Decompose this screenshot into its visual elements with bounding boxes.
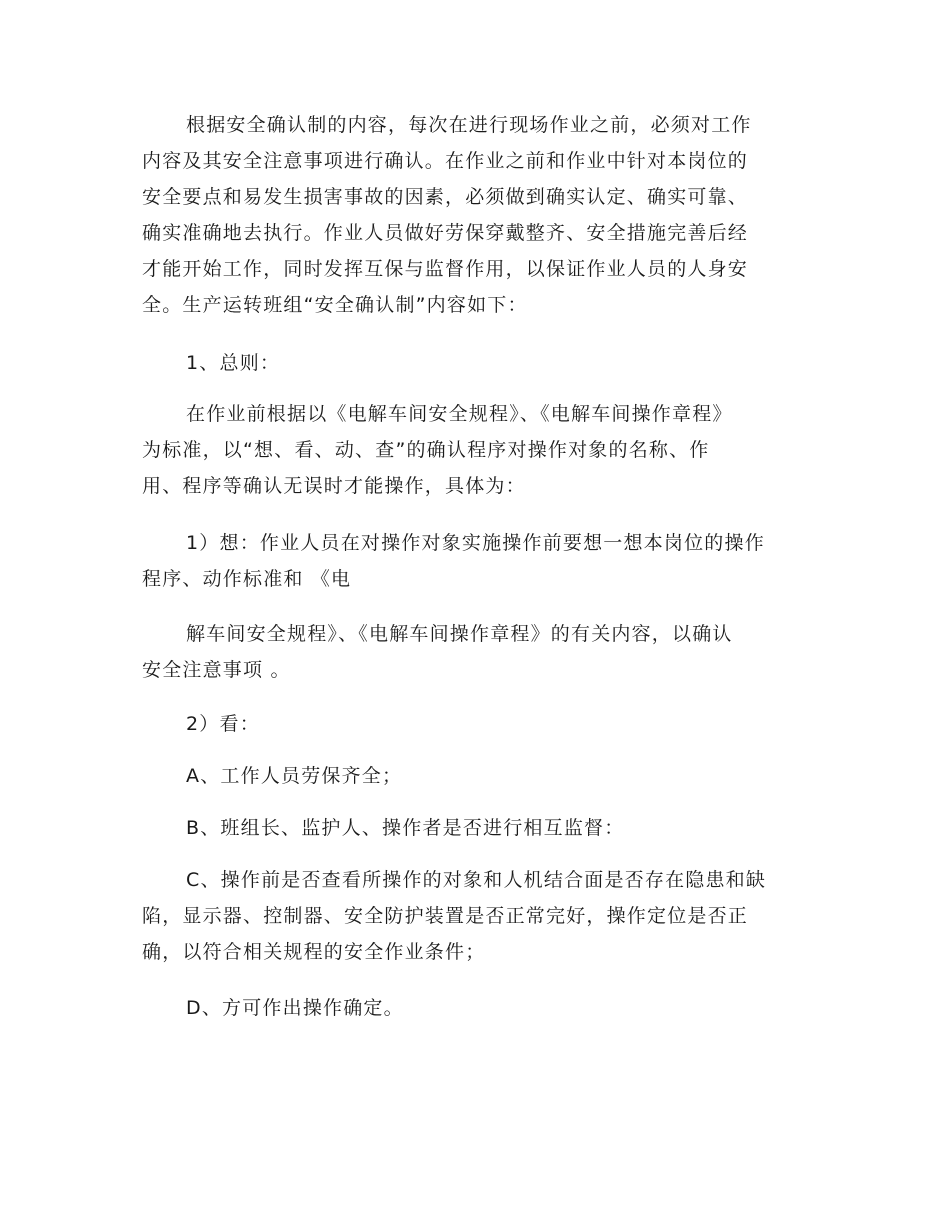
paragraph-line: 用、程序等确认无误时才能操作，具体为： [142,475,526,497]
list-item: D、方可作出操作确定。 [186,997,404,1019]
paragraph-line: 全。生产运转班组“安全确认制”内容如下： [142,294,528,316]
list-item-a [142,758,807,794]
paragraph-line: 在作业前根据以《电解车间安全规程》、《电解车间操作章程》 [186,403,733,425]
paragraph-line: 程序、动作标准和 《电 [142,568,352,590]
list-item: C、操作前是否查看所操作的对象和人机结合面是否存在隐患和缺 [186,869,767,891]
list-item-d [142,990,807,1026]
section-heading: 2）看： [186,713,260,735]
paragraph-line: 陷，显示器、控制器、安全防护装置是否正常完好，操作定位是否正 [142,905,749,927]
paragraph-line: 1）想：作业人员在对操作对象实施操作前要想一想本岗位的操作 [186,532,765,554]
section-heading: 1、总则： [186,352,281,374]
paragraph-general [142,396,807,504]
paragraph-line: 安全注意事项 。 [142,659,291,681]
paragraph-line: 确，以符合相关规程的安全作业条件； [142,941,486,963]
paragraph-line: 确实准确地去执行。作业人员做好劳保穿戴整齐、安全措施完善后经 [142,222,749,244]
paragraph-think [142,525,807,597]
paragraph-line: 为标准，以“想、看、动、查”的确认程序对操作对象的名称、作 [142,439,710,461]
paragraph-think-continued [142,616,807,688]
section-heading-look [142,706,807,742]
list-item-b [142,810,807,846]
paragraph-line: 解车间安全规程》、《电解车间操作章程》的有关内容，以确认 [186,623,733,645]
paragraph-line: 安全要点和易发生损害事故的因素，必须做到确实认定、确实可靠、 [142,186,749,208]
list-item: A、工作人员劳保齐全； [186,765,403,787]
paragraph-line: 根据安全确认制的内容，每次在进行现场作业之前，必须对工作 [186,114,752,136]
section-heading-general [142,345,807,381]
list-item: B、班组长、监护人、操作者是否进行相互监督： [186,817,625,839]
paragraph-intro [142,107,807,323]
paragraph-line: 才能开始工作，同时发挥互保与监督作用，以保证作业人员的人身安 [142,258,749,280]
list-item-c [142,862,807,970]
paragraph-line: 内容及其安全注意事项进行确认。在作业之前和作业中针对本岗位的 [142,150,749,172]
